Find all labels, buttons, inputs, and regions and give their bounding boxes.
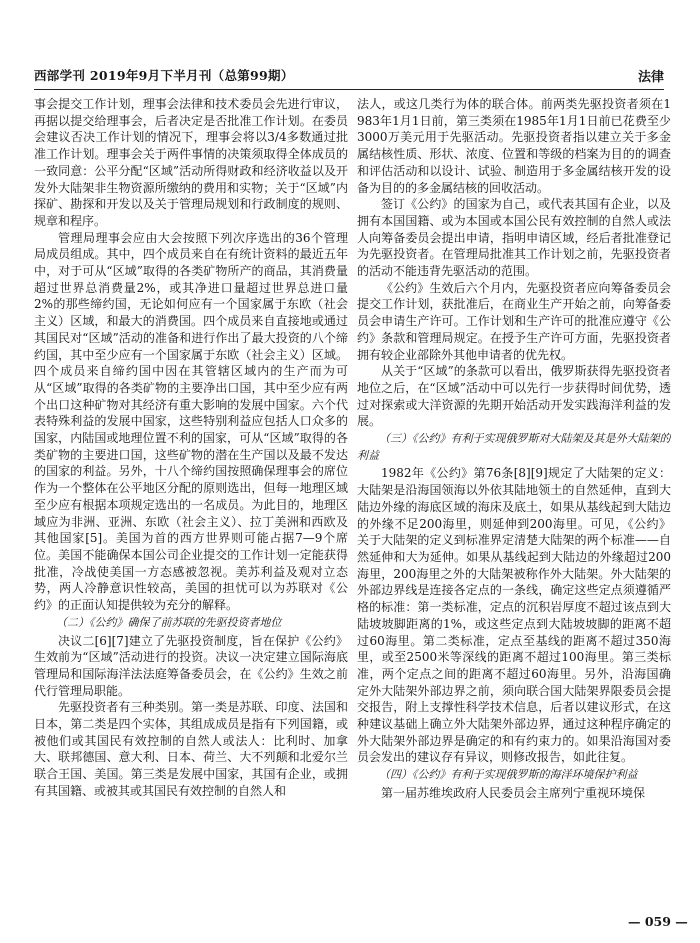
journal-title: 西部学刊 2019年9月下半月刊（总第99期） — [34, 68, 294, 83]
header-rule — [34, 89, 664, 90]
section-subheading: （二）《公约》确保了前苏联的先驱投资者地位 — [56, 615, 282, 629]
body-paragraph: 事会提交工作计划，理事会法律和技术委员会先进行审议，再据以提交给理事会，后者决定是否批准工作计划。在委员会建议否决工作计划的情况下，理事会将以3/4多数通过批准工作计划。理事会关于两件事情的决策须取得全体成员的一致同意：公平分配“区域”活动所得财政和经济收益以及开发外大陆架非生物资源所缴纳的费用和实物；关于“区域”内探矿、勘探和开发以及关于管理局规划和行政制度的规则、规章和程序。 — [34, 97, 348, 228]
body-paragraph: 《公约》生效后六个月内，先驱投资者应向筹备委员会提交工作计划，获批准后，在商业生产开始之前，向筹备委员会申请生产许可。工作计划和生产许可的批准应遵守《公约》条款和管理局规定。在授予生产许可方面，先驱投资者拥有较企业部除外其他申请者的优先权。 — [357, 280, 671, 362]
running-header — [34, 66, 664, 88]
body-paragraph: 第一届苏维埃政府人民委员会主席列宁重视环境保 — [381, 785, 646, 800]
right-column — [357, 96, 671, 911]
body-paragraph: 管理局理事会应由大会按照下列次序选出的36个管理局成员组成。其中，四个成员来自在有统计资料的最近五年中，对于可从“区域”取得的各类矿物所产的商品，其消费量超过世界总消费量2%，或其净进口量超过世界总进口量2%的那些缔约国，无论如何应有一个国家属于东欧（社会主义）区域，和最大的消费国。四个成员来自直接地或通过其国民对“区域”活动的准备和进行作出了最大投资的八个缔约国，其中至少应有一个国家属于东欧（社会主义）区域。四个成员来自缔约国中因在其管辖区域内的生产而为可从“区域”取得的各类矿物的主要净出口国，其中至少应有两个出口这种矿物对其经济有重大影响的发展中国家。六个代表特殊利益的发展中国家，这些特别利益应包括人口众多的国家，内陆国或地理位置不利的国家，可从“区域”取得的各类矿物的主要进口国，这些矿物的潜在生产国以及最不发达的国家的利益。另外，十八个缔约国按照确保理事会的席位作为一个整体在公平地区分配的原则选出，但每一地理区域至少应有根据本项规定选出的一名成员。为此目的，地理区域应为非洲、亚洲、东欧（社会主义）、拉丁美洲和西欧及其他国家[5]。美国为首的西方世界则可能占据7—9个席位。美国不能确保本国公司企业提交的工作计划一定能获得批准，冷战使美国一方态感被忽视。美苏利益及观对立态势，两人冷静意识性较高，美国的担忧可以为苏联对《公约》的正面认知提供较为充分的解释。 — [34, 230, 348, 613]
section-label: 法律 — [637, 70, 664, 85]
left-column — [34, 96, 348, 911]
body-paragraph: 从关于“区域”的条款可以看出，俄罗斯获得先驱投资者地位之后，在“区域”活动中可以先行一步获得时间优势，透过对探索或大洋资源的先期开始活动开发实践海洋利益的发展。 — [357, 364, 671, 429]
body-paragraph: 法人，或这几类行为体的联合体。前两类先驱投资者须在1983年1月1日前，第三类须在1985年1月1日前已花费至少3000万美元用于先驱活动。先驱投资者指以建立关于多金属结核性质、形状、浓度、位置和等级的档案为目的的调查和评估活动和以设计、试验、制造用于多金属结核开发的设备为目的的多金属结核的回收活动。 — [357, 97, 671, 195]
body-paragraph: 1982年《公约》第76条[8][9]规定了大陆架的定义：大陆架是沿海国领海以外依其陆地领土的自然延伸，直到大陆边外缘的海底区域的海床及底土，如果从基线起到大陆边的外缘不足200海里，则延伸到200海里。可见，《公约》关于大陆架的定义到标准界定清楚大陆架的两个标准——自然延伸和大为延伸。如果从基线起到大陆边的外缘超过200海里，200海里之外的大陆架被称作外大陆架。外大陆架的外部边界线是连接各定点的一条线，确定这些定点须遵循严格的标准：第一类标准，定点的沉积岩厚度不超过该点到大陆坡坡脚距离的1%，或这些定点到大陆坡坡脚的距离不超过60海里。第二类标准，定点至基线的距离不超过350海里，或至2500米等深线的距离不超过100海里。第三类标准，两个定点之间的距离不超过60海里。另外，沿海国确定外大陆架外部边界之前，须向联合国大陆架界限委员会提交报告，附上支撑性科学技术信息，后者以建议形式，在这种建议基础上确立外大陆架外部边界，通过这种程序确定的外大陆架外部边界是确定的和有约束力的。如果沿海国对委员会发出的建议存有异议，则修改报告，如此往复。 — [357, 466, 671, 765]
section-subheading: （四）《公约》有利于实现俄罗斯的海洋环境保护利益 — [379, 768, 638, 782]
section-subheading: （三）《公约》有利于实现俄罗斯对大陆架及其是外大陆架的利益 — [357, 432, 671, 462]
body-paragraph: 先驱投资者有三种类别。第一类是苏联、印度、法国和日本，第二类是四个实体，其组成成员是指有下列国籍，或被他们或其国民有效控制的自然人或法人：比利时、加拿大、联邦德国、意大利、日本、荷兰、大不列颠和北爱尔兰联合王国、美国。第三类是发展中国家，其国有企业，或拥有其国籍、或被其或其国民有效控制的自然人和 — [34, 700, 348, 798]
body-paragraph: 签订《公约》的国家为自己，或代表其国有企业，以及拥有本国国籍、或为本国或本国公民有效控制的自然人或法人向筹备委员会提出申请，指明申请区域，经后者批准登记为先驱投资者。在管理局批准其工作计划之前，先驱投资者的活动不能违背先驱活动的范围。 — [357, 197, 671, 279]
body-paragraph: 决议二[6][7]建立了先驱投资制度，旨在保护《公约》生效前为“区域”活动进行的投资。决议一决定建立国际海底管理局和国际海洋法法庭筹备委员会，在《公约》生效之前代行管理局职能。 — [34, 633, 348, 698]
page-number: — 059 — — [628, 914, 688, 929]
